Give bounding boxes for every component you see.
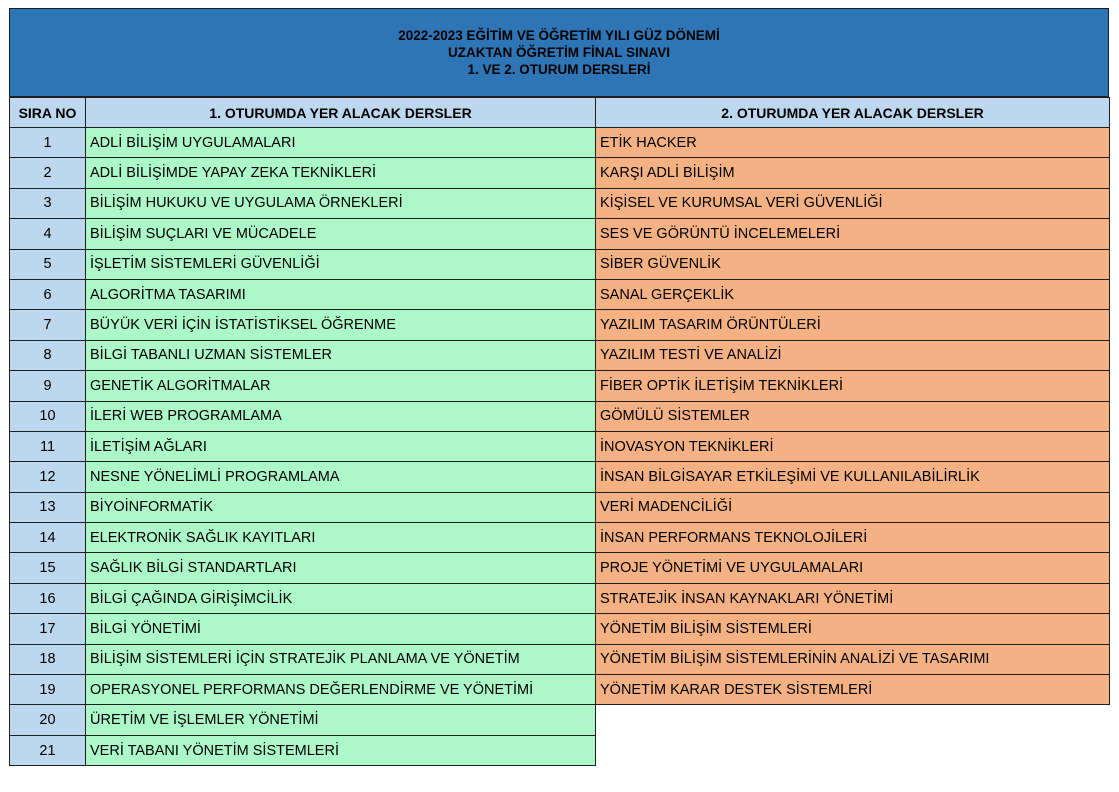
row-number: 19 [10,675,86,705]
row-number: 18 [10,644,86,674]
session-2-course: PROJE YÖNETİMİ VE UYGULAMALARI [596,553,1110,583]
table-row [10,340,1110,370]
row-number: 12 [10,462,86,492]
row-number: 7 [10,310,86,340]
session-1-course: BİLİŞİM HUKUKU VE UYGULAMA ÖRNEKLERİ [86,188,596,218]
session-2-course: STRATEJİK İNSAN KAYNAKLARI YÖNETİMİ [596,583,1110,613]
table-row [10,492,1110,522]
table-row [10,614,1110,644]
row-number: 10 [10,401,86,431]
header-sira-no: SIRA NO [10,98,86,128]
session-1-course: İŞLETİM SİSTEMLERİ GÜVENLİĞİ [86,249,596,279]
session-1-course: VERİ TABANI YÖNETİM SİSTEMLERİ [86,735,596,765]
table-row [10,705,1110,735]
session-1-course: BİLİŞİM SUÇLARI VE MÜCADELE [86,219,596,249]
row-number: 2 [10,158,86,188]
row-number: 21 [10,735,86,765]
session-1-course: NESNE YÖNELİMLİ PROGRAMLAMA [86,462,596,492]
session-2-course: YÖNETİM BİLİŞİM SİSTEMLERİ [596,614,1110,644]
row-number: 14 [10,523,86,553]
session-2-course: FİBER OPTİK İLETİŞİM TEKNİKLERİ [596,371,1110,401]
session-1-course: BÜYÜK VERİ İÇİN İSTATİSTİKSEL ÖĞRENME [86,310,596,340]
row-number: 4 [10,219,86,249]
table-row [10,462,1110,492]
session-2-course: GÖMÜLÜ SİSTEMLER [596,401,1110,431]
table-row [10,523,1110,553]
row-number: 16 [10,583,86,613]
row-number: 11 [10,431,86,461]
session-1-course: SAĞLIK BİLGİ STANDARTLARI [86,553,596,583]
session-2-course: İNSAN PERFORMANS TEKNOLOJİLERİ [596,523,1110,553]
row-number: 8 [10,340,86,370]
session-2-course: SİBER GÜVENLİK [596,249,1110,279]
table-row [10,371,1110,401]
session-2-course: YAZILIM TESTİ VE ANALİZİ [596,340,1110,370]
session-1-course: İLERİ WEB PROGRAMLAMA [86,401,596,431]
table-row [10,401,1110,431]
table-row [10,431,1110,461]
table-row [10,644,1110,674]
session-1-course: GENETİK ALGORİTMALAR [86,371,596,401]
session-1-course: ALGORİTMA TASARIMI [86,279,596,309]
exam-schedule-sheet [9,8,1109,766]
title-line-2: UZAKTAN ÖĞRETİM FİNAL SINAVI [448,45,670,60]
table-row [10,583,1110,613]
session-2-course: İNOVASYON TEKNİKLERİ [596,431,1110,461]
session-2-course: YÖNETİM KARAR DESTEK SİSTEMLERİ [596,675,1110,705]
table-row [10,553,1110,583]
session-1-course: BİLGİ ÇAĞINDA GİRİŞİMCİLİK [86,583,596,613]
session-1-course: İLETİŞİM AĞLARI [86,431,596,461]
row-number: 6 [10,279,86,309]
table-row [10,219,1110,249]
header-session-2: 2. OTURUMDA YER ALACAK DERSLER [596,98,1110,128]
session-1-course: ADLİ BİLİŞİM UYGULAMALARI [86,128,596,158]
table-row [10,249,1110,279]
table-row [10,188,1110,218]
course-table [9,97,1110,766]
session-1-course: BİYOİNFORMATİK [86,492,596,522]
session-1-course: BİLGİ YÖNETİMİ [86,614,596,644]
session-1-course: ÜRETİM VE İŞLEMLER YÖNETİMİ [86,705,596,735]
row-number: 3 [10,188,86,218]
table-row [10,310,1110,340]
row-number: 17 [10,614,86,644]
header-row [10,98,1110,128]
session-1-course: BİLGİ TABANLI UZMAN SİSTEMLER [86,340,596,370]
empty-cell [596,705,1110,735]
session-2-course: SES VE GÖRÜNTÜ İNCELEMELERİ [596,219,1110,249]
table-row [10,735,1110,765]
table-row [10,279,1110,309]
session-1-course: ADLİ BİLİŞİMDE YAPAY ZEKA TEKNİKLERİ [86,158,596,188]
session-1-course: BİLİŞİM SİSTEMLERİ İÇİN STRATEJİK PLANLAMA VE YÖNETİM [86,644,596,674]
empty-cell [596,735,1110,765]
session-2-course: SANAL GERÇEKLİK [596,279,1110,309]
row-number: 9 [10,371,86,401]
row-number: 13 [10,492,86,522]
session-1-course: ELEKTRONİK SAĞLIK KAYITLARI [86,523,596,553]
session-2-course: VERİ MADENCİLİĞİ [596,492,1110,522]
table-row [10,158,1110,188]
row-number: 5 [10,249,86,279]
session-2-course: YÖNETİM BİLİŞİM SİSTEMLERİNİN ANALİZİ VE TASARIMI [596,644,1110,674]
table-row [10,128,1110,158]
table-row [10,675,1110,705]
row-number: 15 [10,553,86,583]
header-session-1: 1. OTURUMDA YER ALACAK DERSLER [86,98,596,128]
session-2-course: YAZILIM TASARIM ÖRÜNTÜLERİ [596,310,1110,340]
session-2-course: İNSAN BİLGİSAYAR ETKİLEŞİMİ VE KULLANILABİLİRLİK [596,462,1110,492]
row-number: 1 [10,128,86,158]
session-2-course: ETİK HACKER [596,128,1110,158]
title-block [9,8,1109,97]
title-line-1: 2022-2023 EĞİTİM VE ÖĞRETİM YILI GÜZ DÖNEMİ [398,28,720,43]
session-2-course: KARŞI ADLİ BİLİŞİM [596,158,1110,188]
session-2-course: KİŞİSEL VE KURUMSAL VERİ GÜVENLİĞİ [596,188,1110,218]
row-number: 20 [10,705,86,735]
session-1-course: OPERASYONEL PERFORMANS DEĞERLENDİRME VE YÖNETİMİ [86,675,596,705]
title-line-3: 1. VE 2. OTURUM DERSLERİ [467,62,651,77]
